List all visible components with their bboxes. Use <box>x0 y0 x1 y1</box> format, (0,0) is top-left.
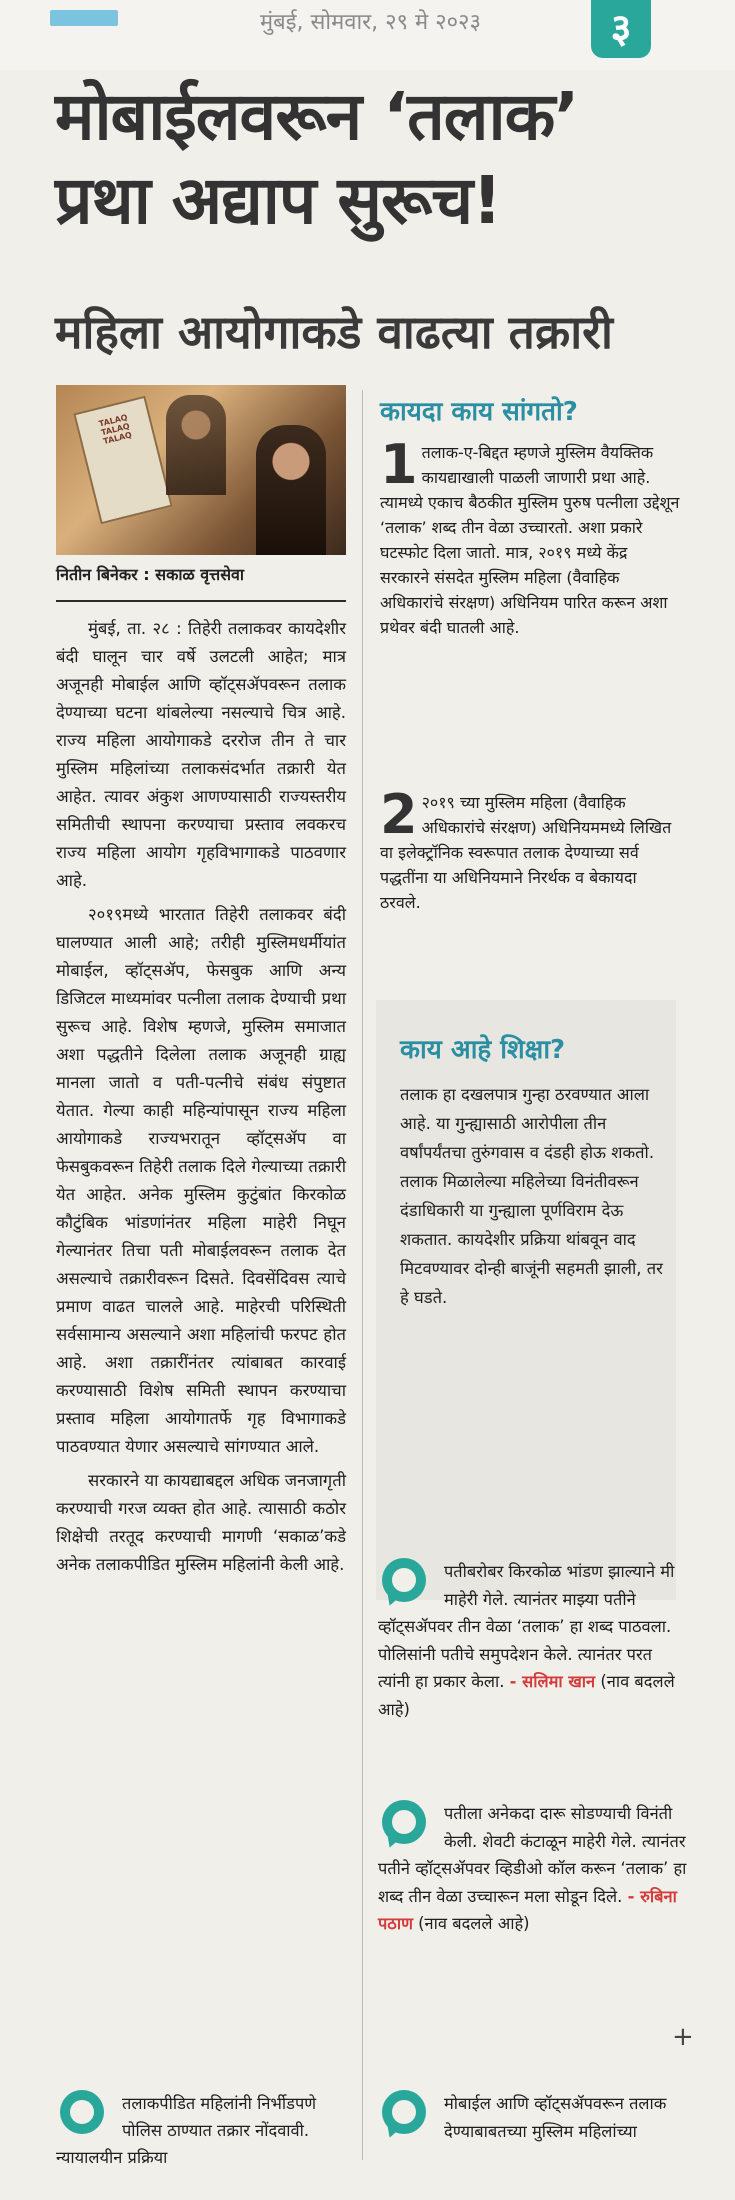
article-photo <box>56 385 346 555</box>
page-number-badge: ३ <box>591 0 651 58</box>
man-figure <box>166 395 226 495</box>
dateline: मुंबई, सोमवार, २९ मे २०२३ <box>260 10 481 35</box>
law-item-1 <box>380 433 680 640</box>
article-paragraph: मुंबई, ता. २८ : तिहेरी तलाकवर कायदेशीर बंदी घालून चार वर्षे उलटली आहेत; मात्र अजूनही मोबाईल आणि व्हॉट्सॲपवरून तलाक देण्याच्या घटना थांबलेल्या नसल्याचे चित्र आहे. राज्य महिला आयोगाकडे दररोज तीन ते चार मुस्लिम महिलांच्या तलाकसंदर्भात तक्रारी येत आहेत. त्यावर अंकुश आणण्यासाठी राज्यस्तरीय समितीची स्थापना करण्याचा प्रस्ताव लवकरच राज्य महिला आयोग गृहविभागाकडे पाठवणार आहे. <box>56 619 346 890</box>
plus-mark: + <box>672 2022 694 2052</box>
talaq-book-illustration <box>73 396 172 525</box>
quote-bubble-icon <box>56 2090 112 2140</box>
headline: मोबाईलवरून ‘तलाक’ प्रथा अद्याप सुरूच! <box>55 78 579 239</box>
quote-block-3 <box>378 2090 688 2145</box>
quote-block-left <box>56 2090 356 2171</box>
quote-bubble-icon <box>378 2090 434 2140</box>
photo-book-text: TALAQ TALAQ TALAQ <box>97 412 133 447</box>
quote-block-1 <box>378 1558 688 1723</box>
article-paragraph: २०१९मध्ये भारतात तिहेरी तलाकवर बंदी घालण्यात आली आहे; तरीही मुस्लिमधर्मीयांत मोबाईल, व्हॉट्सॲप, फेसबुक आणि अन्य डिजिटल माध्यमांवर पत्नीला तलाक देण्याची प्रथा सुरूच आहे. विशेष म्हणजे, मुस्लिम समाजात अशा पद्धतीने दिलेला तलाक अजूनही ग्राह्य मानला जातो व पती-पत्नीचे संबंध संपुष्टात येतात. गेल्या काही महिन्यांपासून राज्य महिला आयोगाकडे राज्यभरातून व्हॉट्सॲप वा फेसबुकवरून तिहेरी तलाक दिले गेल्याच्या तक्रारी येत आहेत. अनेक मुस्लिम कुटुंबांत किरकोळ कौटुंबिक भांडणांनंतर महिला माहेरी निघून गेल्यानंतर तिचा पती मोबाईलवरून तलाक देत असल्याचे तक्रारीवरून दिसते. दिवसेंदिवस त्याचे प्रमाण वाढत चालले आहे. माहेरची परिस्थिती सर्वसामान्य असल्याने अशा महिलांची फरपट होत आहे. अशा तक्रारींनंतर त्यांबाबत कारवाई करण्यासाठी विशेष समिती स्थापन करण्याचा प्रस्ताव महिला आयोगातर्फे गृह विभागाकडे पाठवण्यात येणार असल्याचे सांगण्यात आले. <box>56 905 346 1456</box>
law-item-2 <box>380 783 680 915</box>
law-item-number: 1 <box>380 433 418 496</box>
quote-bubble-icon <box>378 1800 434 1850</box>
punishment-text: तलाक हा दखलपात्र गुन्हा ठरवण्यात आला आहे. या गुन्ह्यासाठी आरोपीला तीन वर्षांपर्यंतचा तुरुंगवास व दंडही होऊ शकतो. तलाक मिळालेल्या महिलेच्या विनंतीवरून दंडाधिकारी या गुन्ह्याला पूर्णविराम देऊ शकतात. कायदेशीर प्रक्रिया थांबवून वाद मिटवण्यावर दोन्ही बाजूंनी सहमती झाली, तर हे घडते. <box>400 1085 663 1307</box>
law-item-text: तलाक-ए-बिद्दत म्हणजे मुस्लिम वैयक्तिक कायद्याखाली पाळली जाणारी प्रथा आहे. त्यामध्ये एकाच बैठकीत मुस्लिम पुरुष पत्नीला उद्देशून ‘तलाक’ शब्द तीन वेळा उच्चारतो. अशा प्रकारे घटस्फोट दिला जातो. मात्र, २०१९ मध्ये केंद्र सरकारने संसदेत मुस्लिम महिला (वैवाहिक अधिकारांचे संरक्षण) अधिनियम पारित करून अशा प्रथेवर बंदी घातली आहे. <box>380 443 680 637</box>
quote-text: पतीबरोबर किरकोळ भांडण झाल्याने मी माहेरी गेले. त्यानंतर माझ्या पतीने व्हॉट्सॲपवर तीन वेळा ‘तलाक’ हा शब्द पाठवला. पोलिसांनी पतीचे समुपदेशन केले. त्यानंतर परत त्यांनी हा प्रकार केला. <box>378 1562 675 1691</box>
quote-note: (नाव बदलले आहे) <box>412 1914 530 1933</box>
article-paragraph: सरकारने या कायद्याबद्दल अधिक जनजागृती करण्याची गरज व्यक्त होत आहे. त्यासाठी कठोर शिक्षेची तरतूद करण्याची मागणी ‘सकाळ’कडे अनेक तलाकपीडित मुस्लिम महिलांनी केली आहे. <box>56 1471 346 1574</box>
article-body <box>56 615 346 1585</box>
column-divider <box>362 390 363 2160</box>
quote-note: (नाव बदलले आहे) <box>378 1672 675 1719</box>
quote-text: तलाकपीडित महिलांनी निर्भीडपणे पोलिस ठाण्यात तक्रार नोंदवावी. न्यायालयीन प्रक्रिया <box>56 2094 317 2167</box>
subheadline: महिला आयोगाकडे वाढत्या तक्रारी <box>55 305 613 359</box>
quote-author: - रुबिना पठाण <box>378 1886 677 1933</box>
page-tag <box>50 10 118 26</box>
quote-block-2 <box>378 1800 688 1938</box>
quote-text: पतीला अनेकदा दारू सोडण्याची विनंती केली. शेवटी कंटाळून माहेरी गेले. त्यानंतर पतीने व्हॉट्सॲपवर व्हिडीओ कॉल करून ‘तलाक’ हा शब्द तीन वेळा उच्चारून मला सोडून दिले. <box>378 1804 687 1906</box>
quote-author: - सलिमा खान <box>509 1672 596 1691</box>
law-item-text: २०१९ च्या मुस्लिम महिला (वैवाहिक अधिकारांचे संरक्षण) अधिनियममध्ये लिखित वा इलेक्ट्रॉनिक स्वरूपात तलाक देण्याच्या सर्व पद्धतींना या अधिनियमाने निरर्थक व बेकायदा ठरवले. <box>380 793 672 912</box>
woman-figure <box>256 425 326 555</box>
law-box-heading: कायदा काय सांगतो? <box>380 397 578 427</box>
punishment-box-heading: काय आहे शिक्षा? <box>400 1035 566 1065</box>
byline-rule <box>56 600 346 602</box>
masthead-bar <box>0 0 735 70</box>
byline: नितीन बिनेकर : सकाळ वृत्तसेवा <box>56 565 245 584</box>
law-item-number: 2 <box>380 783 418 846</box>
quote-text: मोबाईल आणि व्हॉट्सॲपवरून तलाक देण्याबाबतच्या मुस्लिम महिलांच्या <box>444 2094 667 2141</box>
quote-bubble-icon <box>378 1558 434 1608</box>
